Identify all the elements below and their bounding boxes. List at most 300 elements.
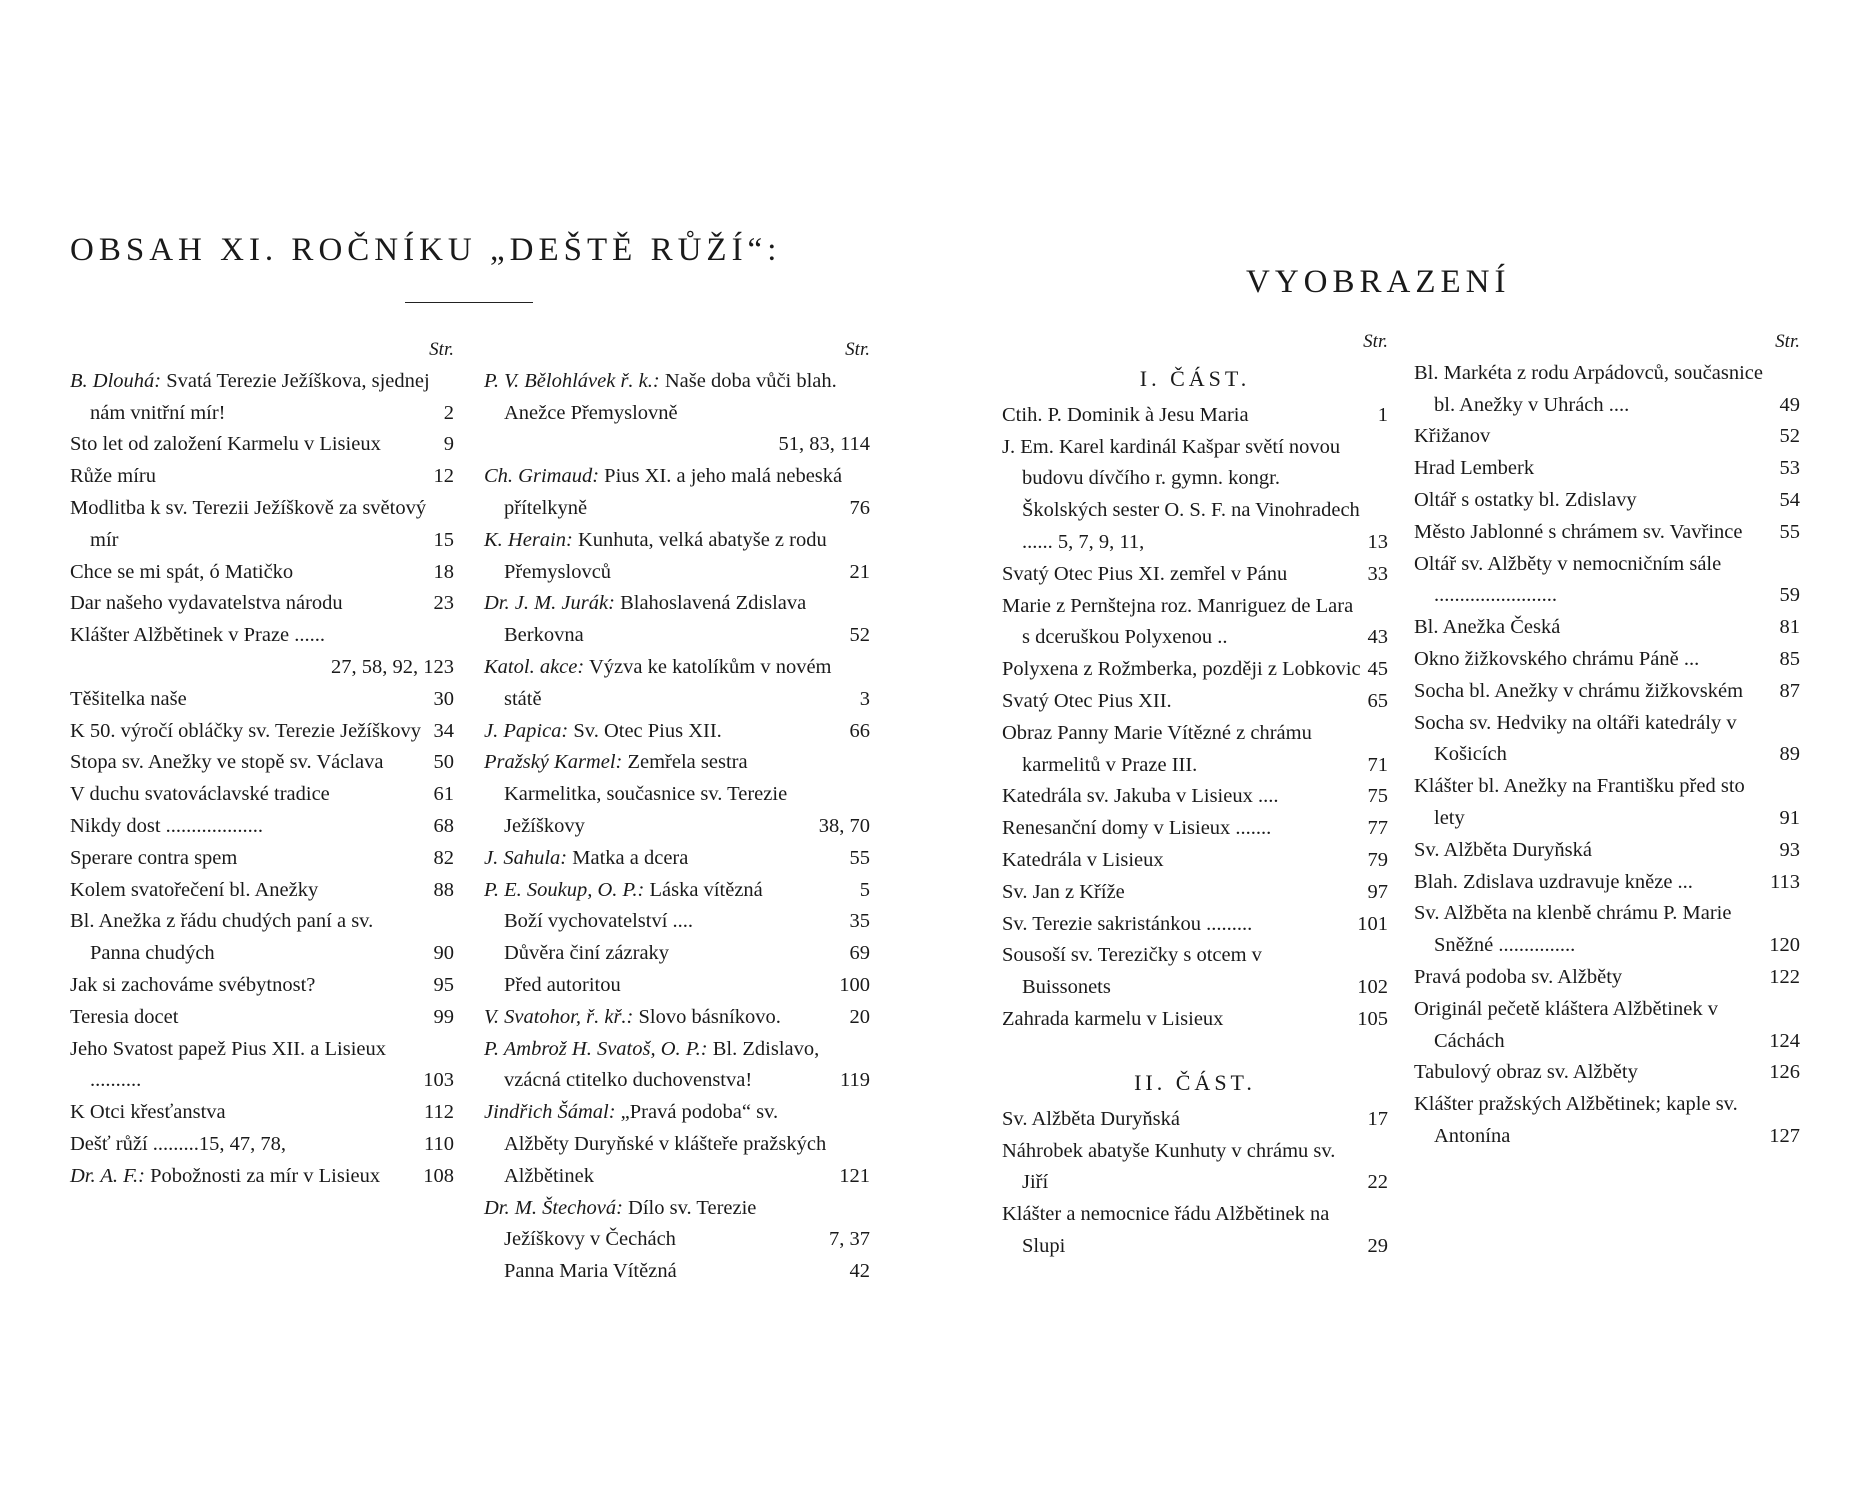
entry-author: Ch. Grimaud:: [484, 465, 600, 488]
entry-text-block: [484, 1256, 844, 1288]
entry-page-number: 102: [1357, 976, 1388, 999]
entry-page-number: 105: [1357, 1007, 1388, 1030]
entry-title: Město Jablonné s chrámem sv. Vavřince: [1414, 520, 1743, 543]
entry-text-block: [70, 366, 438, 430]
entry-page-number: 13: [1367, 530, 1388, 553]
entry-page-number: 85: [1779, 647, 1800, 670]
entry-title: Sv. Terezie sakristánkou .........: [1002, 912, 1253, 935]
entry-title: K Otci křesťanstva: [70, 1101, 226, 1124]
entry-page-number: 65: [1367, 689, 1388, 712]
entry-title: Sousoší sv. Terezičky s otcem v Buissonets: [1002, 944, 1262, 999]
toc-entry: [484, 1256, 870, 1288]
entry-page-number: 21: [849, 560, 870, 583]
entry-page-number: 52: [849, 624, 870, 647]
entry-text-block: [1414, 1057, 1763, 1089]
entry-page-number: 29: [1367, 1234, 1388, 1257]
toc-entry: [1414, 612, 1800, 644]
entry-author: Dr. A. F.:: [70, 1164, 145, 1187]
toc-entry: [70, 843, 454, 875]
toc-entry: [484, 938, 870, 970]
page-column-label: Str.: [1363, 331, 1388, 352]
page-column-label: Str.: [429, 339, 454, 360]
toc-entry: [70, 906, 454, 970]
entry-text-block: [1414, 549, 1774, 613]
entry-page-number: 23: [433, 592, 454, 615]
entry-page-number: 12: [433, 465, 454, 488]
entry-title: Boží vychovatelství ....: [504, 910, 694, 933]
entry-text-block: [1002, 718, 1362, 782]
entry-title: Láska vítězná: [649, 878, 763, 901]
entry-page-number: 61: [433, 783, 454, 806]
entry-title: Klášter Alžbětinek v Praze ......: [70, 624, 326, 647]
illustrations-column-2: [1414, 326, 1800, 1153]
entry-page-number: 124: [1769, 1029, 1800, 1052]
toc-entry: [70, 557, 454, 589]
toc-entry: [484, 906, 870, 938]
entry-text-block: [484, 716, 844, 748]
entry-page-number: 38, 70: [818, 814, 870, 837]
toc-entry: [484, 525, 870, 589]
toc-entry: [70, 875, 454, 907]
toc-entry: [70, 1002, 454, 1034]
entry-page-number: 54: [1779, 488, 1800, 511]
entry-text-block: [1002, 813, 1362, 845]
entry-text-block: [1414, 771, 1774, 835]
entry-page-number: 1: [1377, 403, 1388, 426]
entry-author: B. Dlouhá:: [70, 369, 162, 392]
entry-page-number: 3: [859, 687, 870, 710]
entry-page-number: 9: [443, 433, 454, 456]
toc-entry: [70, 429, 454, 461]
entry-title: V duchu svatováclavské tradice: [70, 783, 330, 806]
entry-text-block: [484, 1193, 823, 1257]
toc-entry: [1414, 867, 1800, 899]
toc-entry: [1414, 644, 1800, 676]
toc-entry: [484, 652, 870, 716]
entry-text-block: [484, 366, 870, 430]
toc-entry: [1414, 1089, 1800, 1153]
entry-text-block: [1414, 676, 1774, 708]
entry-title: Tabulový obraz sv. Alžběty: [1414, 1061, 1638, 1084]
entry-page-number: 121: [839, 1164, 870, 1187]
entry-title: Naše doba vůči blah. Anežce Přemyslovně: [504, 369, 837, 424]
entry-title: Svatá Terezie Ježíškova, sjednej nám vnitřní mír!: [90, 369, 430, 424]
entry-author: P. Ambrož H. Svatoš, O. P.:: [484, 1037, 708, 1060]
entry-text-block: [70, 1034, 417, 1098]
toc-entry: [1414, 962, 1800, 994]
entry-text-block: [1002, 1136, 1362, 1200]
entry-text-block: [1414, 962, 1763, 994]
entry-title: „Pravá podoba“ sv. Alžběty Duryňské v klášteře pražských Alžbětinek: [504, 1101, 827, 1187]
entry-title: Bl. Zdislavo, vzácná ctitelko duchovenstva!: [504, 1037, 820, 1092]
entry-text-block: [484, 1097, 833, 1192]
entry-title: Polyxena z Rožmberka, později z Lobkovic: [1002, 658, 1361, 681]
toc-entry: [70, 493, 454, 557]
toc-entry: [484, 843, 870, 875]
entry-text-block: [1414, 358, 1774, 422]
entry-page-number: 42: [849, 1260, 870, 1283]
entry-text-block: [70, 779, 428, 811]
entry-text-block: [1002, 940, 1351, 1004]
entry-text-block: [1002, 1004, 1351, 1036]
entry-page-number: 35: [849, 910, 870, 933]
entry-page-number: 81: [1779, 616, 1800, 639]
entry-text-block: [1414, 421, 1774, 453]
entry-title: Kunhuta, velká abatyše z rodu Přemyslovců: [504, 528, 827, 583]
entry-title: Sv. Alžběta Duryňská: [1002, 1107, 1181, 1130]
page-column-label: Str.: [1775, 331, 1800, 352]
entry-page-number: 71: [1367, 753, 1388, 776]
toc-entry: [1414, 517, 1800, 549]
toc-entry: [1002, 845, 1388, 877]
entry-text-block: [484, 588, 844, 652]
entry-text-block: [484, 906, 844, 938]
entry-text-block: [70, 843, 428, 875]
entry-title: Hrad Lemberk: [1414, 457, 1535, 480]
entry-title: Důvěra činí zázraky: [504, 942, 670, 965]
toc-entry: [1414, 994, 1800, 1058]
entry-text-block: [70, 1161, 417, 1193]
entry-page-number: 79: [1367, 848, 1388, 871]
entry-page-number: 66: [849, 719, 870, 742]
entry-title: Sv. Jan z Kříže: [1002, 880, 1125, 903]
illustrations-title: VYOBRAZENÍ: [1246, 264, 1511, 300]
entry-title: Klášter a nemocnice řádu Alžbětinek na Slupi: [1002, 1203, 1330, 1257]
entry-page-number: 82: [433, 846, 454, 869]
contents-column-1: [70, 334, 454, 1193]
entry-title: Pius XI. a jeho malá nebeská přítelkyně: [504, 465, 843, 519]
entry-page-number: 90: [433, 942, 454, 965]
toc-entry: [1002, 813, 1388, 845]
toc-entry: [484, 1097, 870, 1192]
entry-text-block: [484, 652, 854, 716]
entry-text-block: [70, 1002, 428, 1034]
entry-text-block: [1002, 877, 1362, 909]
entry-title: Zahrada karmelu v Lisieux: [1002, 1007, 1224, 1030]
entry-text-block: [1002, 559, 1362, 591]
entry-page-number: 33: [1367, 562, 1388, 585]
section-heading-part-2: II. ČÁST.: [1134, 1069, 1256, 1095]
entry-text-block: [1414, 994, 1763, 1058]
part-2-list: [1002, 1104, 1388, 1263]
toc-entry: [1414, 676, 1800, 708]
toc-entry: [70, 620, 454, 652]
entry-page-number: 89: [1779, 743, 1800, 766]
toc-entry: [70, 1129, 454, 1161]
entry-title: Sv. Alžběta Duryňská: [1414, 838, 1593, 861]
entry-text-block: [1414, 485, 1774, 517]
entry-page-number: 88: [433, 878, 454, 901]
entry-page-number: 50: [433, 751, 454, 774]
toc-entry: [484, 747, 870, 842]
entry-author: J. Sahula:: [484, 846, 568, 869]
entry-title: Sv. Otec Pius XII.: [573, 719, 722, 742]
entry-text-block: [1002, 686, 1362, 718]
entry-page-number: 95: [433, 973, 454, 996]
toc-entry: [484, 1034, 870, 1098]
toc-entry: [484, 1193, 870, 1257]
entry-title: Originál pečetě kláštera Alžbětinek v Cáchách: [1414, 997, 1718, 1052]
toc-entry: [1002, 909, 1388, 941]
entry-page-number: 75: [1367, 785, 1388, 808]
entry-text-block: [70, 620, 454, 652]
entry-text-block: [70, 684, 428, 716]
toc-entry: [484, 588, 870, 652]
entry-text-block: [70, 875, 428, 907]
toc-entry: [1414, 453, 1800, 485]
toc-entry: [1414, 1057, 1800, 1089]
entry-title: Pobožnosti za mír v Lisieux: [150, 1164, 381, 1187]
entry-text-block: [70, 1129, 418, 1161]
entry-page-number: 17: [1367, 1107, 1388, 1130]
toc-entry: [70, 366, 454, 430]
entry-text-block: [1002, 909, 1351, 941]
toc-entry: [1414, 835, 1800, 867]
entry-title: Panna Maria Vítězná: [504, 1260, 677, 1283]
entry-page-number: 52: [1779, 425, 1800, 448]
toc-entry: [1414, 771, 1800, 835]
toc-entry: [484, 716, 870, 748]
toc-entry: [484, 1002, 870, 1034]
entry-title: Bl. Markéta z rodu Arpádovců, současnice bl. Anežky v Uhrách ....: [1414, 361, 1763, 416]
entry-page-number: 20: [849, 1005, 870, 1028]
entry-author: P. V. Bělohlávek ř. k.:: [484, 369, 660, 392]
entry-text-block: [70, 588, 428, 620]
section-heading-part-1: I. ČÁST.: [1139, 365, 1251, 391]
entry-page-number: 34: [433, 719, 454, 742]
entry-text-block: [484, 970, 833, 1002]
toc-entry: [1002, 686, 1388, 718]
entry-page-number: 113: [1770, 870, 1800, 893]
entry-page-number: 119: [840, 1069, 870, 1092]
entry-text-block: [1002, 400, 1372, 432]
entry-title: Klášter bl. Anežky na Františku před sto lety: [1414, 775, 1745, 829]
entry-title: Dešť růží .........15, 47, 78,: [70, 1132, 287, 1155]
entry-title: Jak si zachováme svébytnost?: [70, 973, 316, 996]
entry-title: Křižanov: [1414, 425, 1491, 448]
entry-title: Růže míru: [70, 465, 156, 488]
entry-title: Socha bl. Anežky v chrámu žižkovském: [1414, 679, 1744, 702]
toc-entry: [1002, 1104, 1388, 1136]
entry-text-block: [70, 970, 428, 1002]
entry-text-block: [70, 716, 428, 748]
entry-title: Oltář s ostatky bl. Zdislavy: [1414, 488, 1637, 511]
entry-title: Pravá podoba sv. Alžběty: [1414, 965, 1623, 988]
entry-page-number: 59: [1779, 584, 1800, 607]
toc-entry: [1414, 358, 1800, 422]
entry-title: Blahoslavená Zdislava Berkovna: [504, 592, 807, 647]
entry-page-number: 7, 37: [829, 1228, 870, 1251]
entry-author: Dr. J. M. Jurák:: [484, 592, 615, 615]
entry-text-block: [70, 493, 428, 557]
entry-text-block: [1414, 1089, 1763, 1153]
entry-title: Socha sv. Hedviky na oltáři katedrály v Košicích: [1414, 711, 1737, 766]
entry-title: Sperare contra spem: [70, 846, 238, 869]
entry-title: Modlitba k sv. Terezii Ježíškově za světový mír: [70, 496, 427, 551]
entry-title: Oltář sv. Alžběty v nemocničním sále ........................: [1414, 552, 1722, 607]
toc-entry: [70, 716, 454, 748]
entry-text-block: [1414, 708, 1774, 772]
toc-entry: [1002, 877, 1388, 909]
entry-page-number: 91: [1779, 806, 1800, 829]
entry-text-block: [1414, 867, 1764, 899]
entry-page-number: 45: [1367, 658, 1388, 681]
entry-title: Zemřela sestra Karmelitka, současnice sv. Terezie Ježíškovy: [504, 751, 788, 837]
entry-title: Dílo sv. Terezie Ježíškovy v Čechách: [504, 1196, 757, 1251]
toc-entry: [70, 461, 454, 493]
entry-title: Stopa sv. Anežky ve stopě sv. Václava: [70, 751, 384, 774]
entry-page-number: 68: [433, 814, 454, 837]
entry-text-block: [70, 906, 428, 970]
entry-text-block: [1002, 845, 1362, 877]
part-1-list: [1002, 400, 1388, 1036]
entry-text-block: [70, 461, 428, 493]
page-column-label: Str.: [845, 339, 870, 360]
entry-page-number: 15: [433, 528, 454, 551]
entry-title: Bl. Anežka z řádu chudých paní a sv. Panna chudých: [70, 910, 374, 965]
entry-page-number: 110: [424, 1132, 454, 1155]
toc-entry: [1414, 549, 1800, 613]
toc-entry: [70, 1097, 454, 1129]
entry-title: Obraz Panny Marie Vítězné z chrámu karmelitů v Praze III.: [1002, 721, 1312, 776]
entry-title: Chce se mi spát, ó Matičko: [70, 560, 294, 583]
toc-entry: [70, 779, 454, 811]
illustrations-column-1: [1002, 326, 1388, 1263]
entry-page-number: 5: [859, 878, 870, 901]
entry-title: Okno žižkovského chrámu Páně ...: [1414, 647, 1700, 670]
entry-text-block: [70, 1097, 418, 1129]
entry-page-number: 108: [423, 1164, 454, 1187]
entry-page-number: 120: [1769, 934, 1800, 957]
entry-text-block: [484, 843, 844, 875]
toc-entry: [1002, 940, 1388, 1004]
toc-entry: [1002, 432, 1388, 559]
toc-entry: [70, 1034, 454, 1098]
entry-text-block: [1002, 591, 1362, 655]
toc-entry: [1414, 421, 1800, 453]
toc-entry: [484, 366, 870, 430]
entry-page-number: 22: [1367, 1171, 1388, 1194]
toc-entry: [70, 588, 454, 620]
entry-title: Bl. Anežka Česká: [1414, 616, 1561, 639]
entry-title: Náhrobek abatyše Kunhuty v chrámu sv. Jiří: [1002, 1139, 1336, 1194]
entry-text-block: [484, 1034, 834, 1098]
entry-page-number: 53: [1779, 457, 1800, 480]
entry-text-block: [1002, 1104, 1362, 1136]
entry-title: Svatý Otec Pius XII.: [1002, 689, 1172, 712]
entry-author: P. E. Soukup, O. P.:: [484, 878, 645, 901]
toc-entry: [70, 1161, 454, 1193]
entry-page-number: 87: [1779, 679, 1800, 702]
entry-text-block: [484, 1002, 844, 1034]
entry-title: Těšitelka naše: [70, 687, 187, 710]
entry-text-block: [484, 461, 844, 525]
entry-title: Ctih. P. Dominik à Jesu Maria: [1002, 403, 1249, 426]
entry-title: Renesanční domy v Lisieux .......: [1002, 817, 1272, 840]
entry-page-number: 18: [433, 560, 454, 583]
entry-title: Svatý Otec Pius XI. zemřel v Pánu: [1002, 562, 1288, 585]
toc-entry: [1002, 718, 1388, 782]
entry-title: Katedrála sv. Jakuba v Lisieux ....: [1002, 785, 1279, 808]
entry-page-number: 76: [849, 496, 870, 519]
entry-page-number: 99: [433, 1005, 454, 1028]
toc-entry: [1002, 654, 1388, 686]
entry-page-number: 55: [1779, 520, 1800, 543]
toc-entry: [1002, 1136, 1388, 1200]
entry-title: Jeho Svatost papež Pius XII. a Lisieux ..........: [70, 1037, 386, 1092]
entry-page-number: 51, 83, 114: [778, 433, 870, 456]
entry-text-block: [70, 557, 428, 589]
entry-title: Sto let od založení Karmelu v Lisieux: [70, 433, 381, 456]
toc-entry: [1002, 1004, 1388, 1036]
entry-title: Před autoritou: [504, 973, 621, 996]
toc-entry: [1002, 559, 1388, 591]
contents-title: OBSAH XI. ROČNÍKU „DEŠTĚ RŮŽÍ“:: [70, 232, 782, 268]
entry-page-number: 2: [443, 401, 454, 424]
contents-column-2: [484, 334, 870, 1288]
toc-entry: [1414, 708, 1800, 772]
entry-title: Sv. Alžběta na klenbě chrámu P. Marie Sněžné ...............: [1414, 902, 1732, 957]
toc-entry: [1002, 1199, 1388, 1263]
entry-text-block: [484, 875, 854, 907]
toc-entry: [70, 747, 454, 779]
entry-author: Dr. M. Štechová:: [484, 1196, 623, 1219]
entry-author: Jindřich Šámal:: [484, 1101, 616, 1124]
entry-text-block: [70, 747, 428, 779]
entry-title: Kolem svatořečení bl. Anežky: [70, 878, 319, 901]
entry-text-block: [484, 938, 844, 970]
entry-page-number: 100: [839, 973, 870, 996]
entry-author: Pražský Karmel:: [484, 751, 623, 774]
entry-text-block: [1414, 835, 1774, 867]
entry-text-block: [1414, 453, 1774, 485]
entry-page-number: 30: [433, 687, 454, 710]
toc-entry: [70, 970, 454, 1002]
entry-text-block: [1002, 1199, 1362, 1263]
toc-entry: [1414, 898, 1800, 962]
toc-entry: [484, 970, 870, 1002]
entry-text-block: [1414, 644, 1774, 676]
entry-page-number: 101: [1357, 912, 1388, 935]
entry-text-block: [484, 525, 844, 589]
entry-author: Katol. akce:: [484, 655, 585, 678]
toc-entry: [1002, 591, 1388, 655]
entry-title: J. Em. Karel kardinál Kašpar světí novou budovu dívčího r. gymn. kongr. Školských sester O. S. F. na Vinohradech ...... 5, 7, 9, 11,: [1002, 435, 1360, 553]
entry-page-number: 97: [1367, 880, 1388, 903]
entry-title: K 50. výročí obláčky sv. Terezie Ježíškovy: [70, 719, 421, 742]
entry-page-number: 69: [849, 942, 870, 965]
entry-text-block: [1002, 781, 1362, 813]
entry-title: Marie z Pernštejna roz. Manriguez de Lara s dceruškou Polyxenou ..: [1002, 594, 1354, 649]
entry-title: Nikdy dost ...................: [70, 814, 264, 837]
toc-entry: [1002, 781, 1388, 813]
entry-text-block: [70, 811, 428, 843]
entry-text-block: [484, 747, 813, 842]
entry-title: Klášter pražských Alžbětinek; kaple sv. Antonína: [1414, 1093, 1738, 1147]
entry-page-number: 93: [1779, 838, 1800, 861]
entry-page-number: 122: [1769, 965, 1800, 988]
toc-entry: [1002, 400, 1388, 432]
toc-entry: [70, 684, 454, 716]
entry-author: J. Papica:: [484, 719, 569, 742]
entry-title: Matka a dcera: [572, 846, 689, 869]
entry-text-block: [1002, 654, 1362, 686]
toc-entry: [70, 811, 454, 843]
entry-author: K. Herain:: [484, 528, 573, 551]
entry-title: Teresia docet: [70, 1005, 179, 1028]
toc-entry: [1414, 485, 1800, 517]
toc-entry: [484, 461, 870, 525]
